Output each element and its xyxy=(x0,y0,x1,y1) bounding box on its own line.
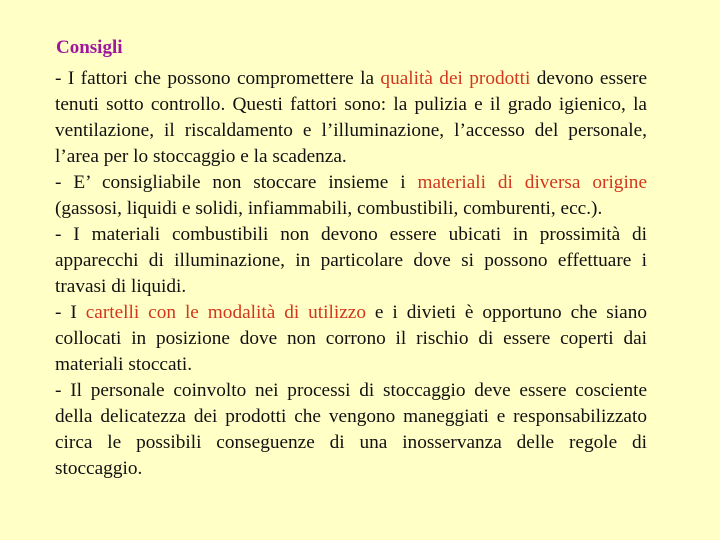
paragraph-text: devono essere tenuti sotto controllo. Questi fattori sono: la pulizia e il grado igienico, la ventilazione, il riscaldamento e l’illuminazione, l’accesso del personale, l’area per lo stoccaggio e la scadenza. xyxy=(55,68,648,167)
paragraph-combustibili: - I materiali combustibili non devono essere ubicati in prossimità di apparecchi di illuminazione, in particolare dove si possono effettuare i travasi di liquidi. xyxy=(55,224,647,297)
paragraph-text: - E’ consigliabile non stoccare insieme i xyxy=(55,172,418,193)
highlight-materiali: materiali di diversa origine xyxy=(417,172,647,193)
paragraph-text: (gassosi, liquidi e solidi, infiammabili, combustibili, comburenti, ecc.). xyxy=(55,198,603,219)
highlight-cartelli: cartelli con le modalità di utilizzo xyxy=(85,302,366,323)
paragraph-text: - I xyxy=(55,302,86,323)
slide-body xyxy=(55,66,647,482)
paragraph-personale: - Il personale coinvolto nei processi di stoccaggio deve essere cosciente della delicatezza dei prodotti che vengono maneggiati e responsabilizzato circa le possibili conseguenze di una inosservanza delle regole di stoccaggio. xyxy=(55,380,647,479)
paragraph-stoccaggio-materiali xyxy=(55,170,647,222)
paragraph-text: - I fattori che possono compromettere la xyxy=(55,68,381,89)
paragraph-cartelli xyxy=(55,300,647,378)
paragraph-text: e i divieti è opportuno che siano collocati in posizione dove non corrono il rischio di essere coperti dai materiali stoccati. xyxy=(55,302,648,375)
paragraph-fattori xyxy=(55,66,647,170)
highlight-qualita: qualità dei prodotti xyxy=(380,68,531,89)
slide-heading: Consigli xyxy=(56,37,123,58)
